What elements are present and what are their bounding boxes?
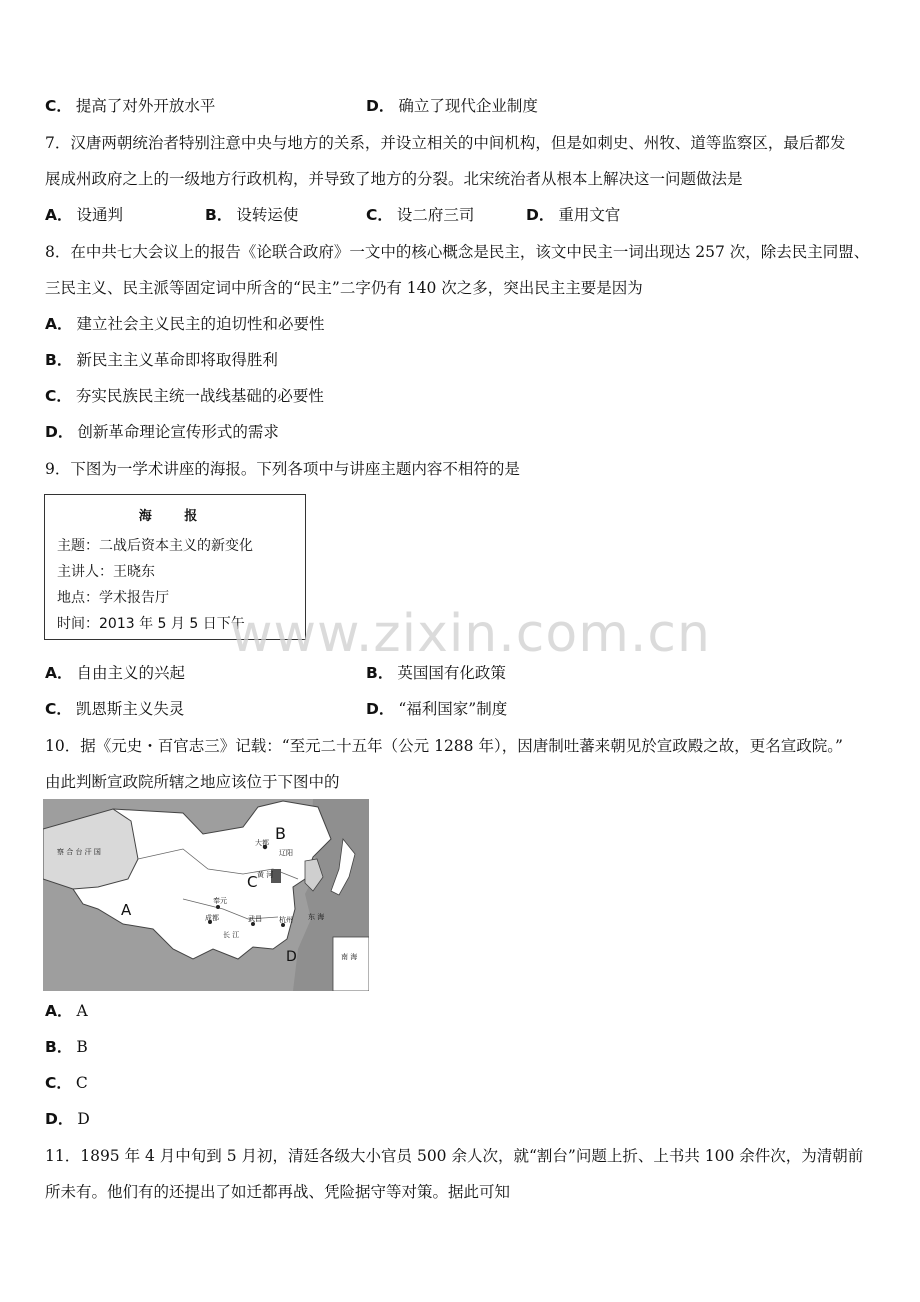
q6-option-d: D． 确立了现代企业制度: [366, 97, 538, 115]
label-d: D: [286, 949, 297, 965]
q8-stem-line1: 8．在中共七大会议上的报告《论联合政府》一文中的核心概念是民主，该文中民主一词出现达 257 次，除去民主同盟、: [45, 243, 870, 261]
q7-stem-line2: 展成州政府之上的一级地方行政机构，并导致了地方的分裂。北宋统治者从根本上解决这一问题做法是: [45, 170, 743, 188]
label-nanhai: 南 海: [341, 953, 358, 961]
label-donghai: 东 海: [308, 913, 325, 921]
label-fengyuan: 奉元: [213, 897, 227, 905]
q10-option-c: C． C: [45, 1074, 88, 1092]
q10-stem-line1: 10．据《元史・百官志三》记载：“至元二十五年（公元 1288 年），因唐制吐蕃来朝见於宣政殿之故，更名宣政院。”: [45, 737, 843, 755]
q6-option-c: C． 提高了对外开放水平: [45, 97, 216, 115]
label-chengdu: 成都: [205, 914, 219, 922]
q10-option-a: A． A: [45, 1002, 88, 1020]
q8-option-b: B． 新民主主义革命即将取得胜利: [45, 351, 278, 369]
label-huanghe: 黄 河: [257, 871, 274, 879]
label-hangzhou: 杭州: [279, 916, 293, 924]
south-sea-inset: [333, 937, 369, 991]
label-chagatai: 察 合 台 汗 国: [57, 848, 101, 856]
q7-option-c: C． 设二府三司: [366, 206, 475, 224]
poster-title: 海 报: [138, 509, 212, 524]
q9-option-b: B． 英国国有化政策: [366, 664, 506, 682]
q7-stem-line1: 7．汉唐两朝统治者特别注意中央与地方的关系，并设立相关的中间机构，但是如刺史、州牧、道等监察区，最后都发: [45, 134, 846, 152]
label-changjiang: 长 江: [223, 931, 240, 939]
label-liaoyang: 辽阳: [279, 849, 293, 857]
q7-option-a: A． 设通判: [45, 206, 124, 224]
q9-option-c: C． 凯恩斯主义失灵: [45, 700, 185, 718]
q8-option-c: C． 夯实民族民主统一战线基础的必要性: [45, 387, 324, 405]
label-a: A: [121, 901, 132, 919]
q7-option-b: B． 设转运使: [205, 206, 299, 224]
q8-option-a: A． 建立社会主义民主的迫切性和必要性: [45, 315, 325, 333]
poster-time: 时间：2013 年 5 月 5 日下午: [57, 616, 245, 632]
q8-option-d: D． 创新革命理论宣传形式的需求: [45, 423, 279, 441]
poster-speaker: 主讲人：王晓东: [57, 564, 155, 580]
q10-stem-line2: 由此判断宣政院所辖之地应该位于下图中的: [45, 773, 340, 791]
q9-stem: 9．下图为一学术讲座的海报。下列各项中与讲座主题内容不相符的是: [45, 460, 520, 478]
label-wuchang: 武昌: [248, 915, 262, 923]
watermark: www.zixin.com.cn: [230, 604, 711, 664]
q10-option-b: B． B: [45, 1038, 88, 1056]
q8-stem-line2: 三民主义、民主派等固定词中所含的“民主”二字仍有 140 次之多，突出民主主要是因为: [45, 279, 643, 297]
label-dadu: 大都: [255, 839, 269, 847]
yuan-dynasty-map: [43, 799, 369, 991]
q9-option-a: A． 自由主义的兴起: [45, 664, 186, 682]
poster-place: 地点：学术报告厅: [57, 590, 169, 606]
q7-option-d: D． 重用文官: [526, 206, 621, 224]
label-b: B: [275, 824, 286, 843]
q9-option-d: D． “福利国家”制度: [366, 700, 508, 718]
q11-stem-line1: 11．1895 年 4 月中旬到 5 月初，清廷各级大小官员 500 余人次，就“割台”问题上折、上书共 100 余件次，为清朝前: [45, 1147, 864, 1165]
q11-stem-line2: 所未有。他们有的还提出了如迁都再战、凭险据守等对策。据此可知: [45, 1183, 511, 1201]
label-c: C: [247, 873, 258, 891]
poster-topic: 主题：二战后资本主义的新变化: [57, 538, 253, 554]
fengyuan-marker: [216, 905, 220, 909]
q10-option-d: D． D: [45, 1110, 90, 1128]
